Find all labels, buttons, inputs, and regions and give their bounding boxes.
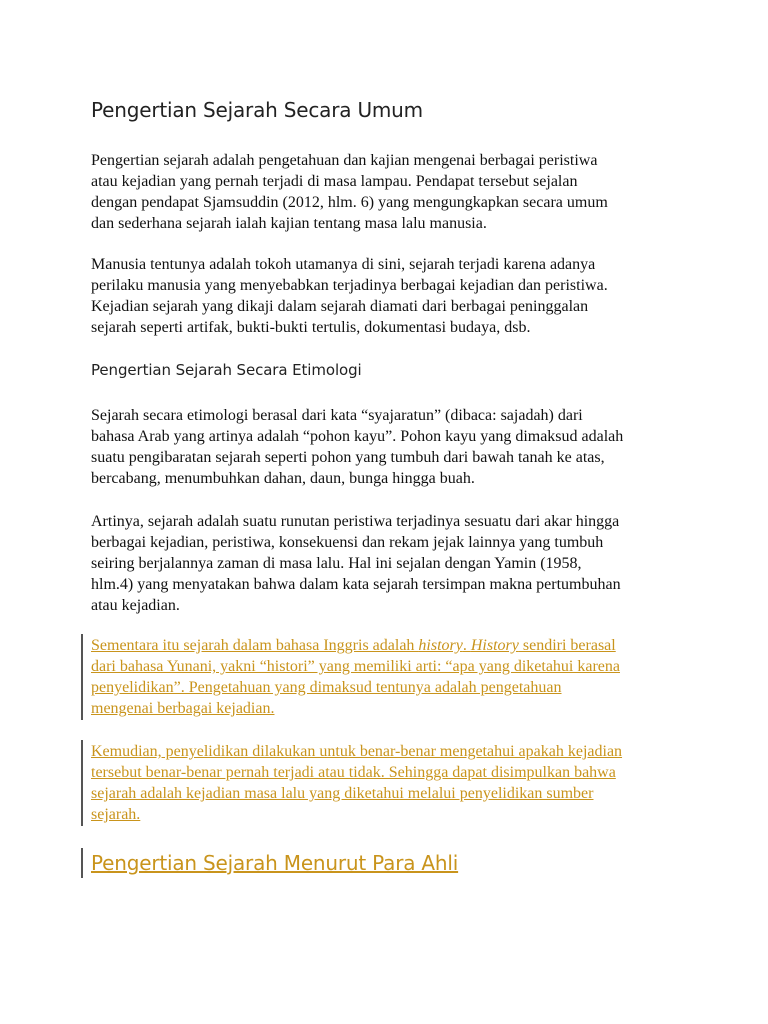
text-line: sejarah seperti artifak, bukti-bukti tertulis, dokumentasi budaya, dsb.	[91, 319, 531, 336]
link-line[interactable]: sejarah adalah kejadian masa lalu yang diketahui melalui penyelidikan sumber	[91, 785, 594, 802]
paragraph-etimologi-1	[91, 405, 691, 489]
text-line: perilaku manusia yang menyebabkan terjadinya berbagai kejadian dan peristiwa.	[91, 277, 608, 294]
paragraph-umum-2	[91, 254, 691, 338]
text-line: seiring berjalannya zaman di masa lalu. Hal ini sejalan dengan Yamin (1958,	[91, 555, 582, 572]
change-bar	[81, 634, 83, 720]
text-line: berbagai kejadian, peristiwa, konsekuensi dan rekam jejak lainnya yang tumbuh	[91, 534, 604, 551]
text-line: suatu pengibaratan sejarah seperti pohon yang tumbuh dari bawah tanah ke atas,	[91, 449, 605, 466]
text-line: atau kejadian yang pernah terjadi di masa lampau. Pendapat tersebut sejalan	[91, 173, 578, 190]
heading-menurut-para-ahli-link[interactable]: Pengertian Sejarah Menurut Para Ahli	[91, 851, 459, 875]
history-word[interactable]: history	[418, 637, 463, 654]
text-line: atau kejadian.	[91, 597, 180, 614]
text-line: bahasa Arab yang artinya adalah “pohon kayu”. Pohon kayu yang dimaksud adalah	[91, 428, 624, 445]
paragraph-etimologi-2	[91, 511, 691, 616]
link-line[interactable]: penyelidikan”. Pengetahuan yang dimaksud tentunya adalah pengetahuan	[91, 679, 562, 696]
history-word[interactable]: History	[470, 637, 519, 654]
paragraph-penyelidikan-link[interactable]	[91, 741, 691, 825]
text-line: dengan pendapat Sjamsuddin (2012, hlm. 6) yang mengungkapkan secara umum	[91, 194, 608, 211]
paragraph-history-link[interactable]	[91, 635, 691, 719]
text-line: Manusia tentunya adalah tokoh utamanya di sini, sejarah terjadi karena adanya	[91, 256, 596, 273]
link-text[interactable]: .	[462, 637, 471, 654]
text-line: dan sederhana sejarah ialah kajian tentang masa lalu manusia.	[91, 215, 487, 232]
text-line: Pengertian sejarah adalah pengetahuan dan kajian mengenai berbagai peristiwa	[91, 152, 598, 169]
change-bar	[81, 848, 83, 878]
text-line: Sejarah secara etimologi berasal dari kata “syajaratun” (dibaca: sajadah) dari	[91, 407, 583, 424]
link-text[interactable]: Sementara itu sejarah dalam bahasa Inggris adalah	[91, 637, 419, 654]
text-line: Artinya, sejarah adalah suatu runutan peristiwa terjadinya sesuatu dari akar hingga	[91, 513, 620, 530]
heading-sejarah-etimologi: Pengertian Sejarah Secara Etimologi	[91, 361, 362, 379]
heading-sejarah-umum: Pengertian Sejarah Secara Umum	[91, 98, 423, 122]
link-line[interactable]: sejarah.	[91, 806, 141, 823]
paragraph-umum-1	[91, 150, 691, 234]
change-bar	[81, 740, 83, 826]
text-line: Kejadian sejarah yang dikaji dalam sejarah diamati dari berbagai peninggalan	[91, 298, 589, 315]
link-line[interactable]: dari bahasa Yunani, yakni “histori” yang memiliki arti: “apa yang diketahui karena	[91, 658, 620, 675]
link-line[interactable]	[91, 635, 691, 656]
link-line[interactable]: mengenai berbagai kejadian.	[91, 700, 275, 717]
text-line: bercabang, menumbuhkan dahan, daun, bunga hingga buah.	[91, 470, 475, 487]
link-text[interactable]: sendiri berasal	[518, 637, 616, 654]
link-line[interactable]: tersebut benar-benar pernah terjadi atau tidak. Sehingga dapat disimpulkan bahwa	[91, 764, 616, 781]
text-line: hlm.4) yang menyatakan bahwa dalam kata sejarah tersimpan makna pertumbuhan	[91, 576, 621, 593]
link-line[interactable]: Kemudian, penyelidikan dilakukan untuk benar-benar mengetahui apakah kejadian	[91, 743, 623, 760]
